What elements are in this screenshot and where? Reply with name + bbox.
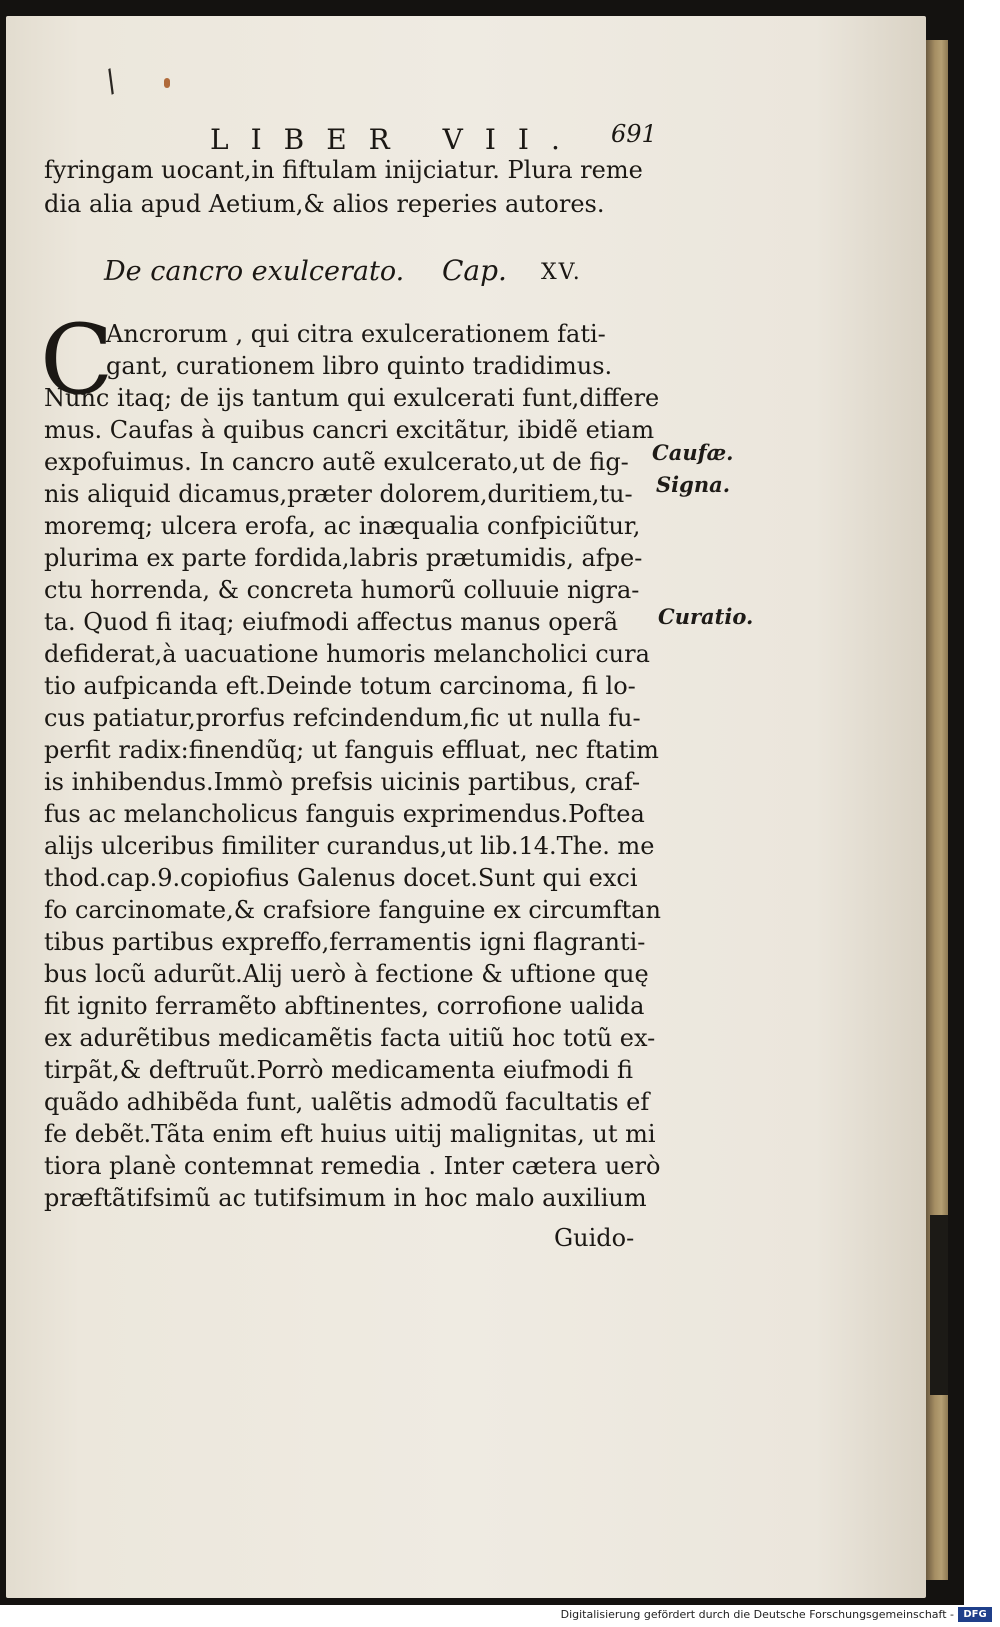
text-line: tiora planè contemnat remedia . Inter cætera uerò [44, 1152, 661, 1180]
dfg-logo: DFG [958, 1607, 992, 1622]
text-line: is inhibendus.Immò prefsis uicinis partibus, craf- [44, 768, 641, 796]
scanner-holder [930, 1215, 948, 1395]
text-line: perfit radix:finendũq; ut fanguis effluat, nec ftatim [44, 736, 659, 764]
text-line: alijs ulceribus fimiliter curandus,ut lib.14.The. me [44, 832, 655, 860]
text-line: tirpãt,& deftruũt.Porrò medicamenta eiufmodi fi [44, 1056, 633, 1084]
text-line: cus patiatur,prorfus refcindendum,fic ut nulla fu- [44, 704, 641, 732]
text-line: moremq; ulcera erofa, ac inæqualia confpiciũtur, [44, 512, 641, 540]
text-line: bus locũ adurũt.Alij uerò à fectione & uftione quę [44, 960, 649, 988]
chapter-number: XV. [541, 260, 582, 285]
digitization-credit: Digitalisierung gefördert durch die Deutsche Forschungsgemeinschaft - [560, 1608, 954, 1621]
text-line: ctu horrenda, & concreta humorũ colluuie nigra- [44, 576, 640, 604]
chapter-label: Cap. [442, 254, 507, 287]
marginal-note: Signa. [656, 472, 731, 497]
text-line: defiderat,à uacuatione humoris melancholici cura [44, 640, 650, 668]
text-line: thod.cap.9.copiofius Galenus docet.Sunt qui exci [44, 864, 638, 892]
text-line: præftãtifsimũ ac tutifsimum in hoc malo auxilium [44, 1184, 647, 1212]
text-line: gant, curationem libro quinto tradidimus. [106, 352, 613, 380]
text-line: tio aufpicanda eft.Deinde totum carcinoma, fi lo- [44, 672, 636, 700]
text-line: tibus partibus expreffo,ferramentis igni flagranti- [44, 928, 646, 956]
text-line: fe debẽt.Tãta enim eft huius uitij malignitas, ut mi [44, 1120, 656, 1148]
text-line: Nunc itaq; de ijs tantum qui exulcerati funt,differe [44, 384, 660, 412]
text-line: fyringam uocant,in fiftulam inijciatur. Plura reme [44, 156, 643, 184]
text-line: fus ac melancholicus fanguis exprimendus.Poftea [44, 800, 645, 828]
book-page [6, 16, 926, 1598]
drop-cap: C [40, 304, 114, 416]
text-line: fo carcinomate,& crafsiore fanguine ex circumftan [44, 896, 661, 924]
marginal-note: Caufæ. [652, 440, 734, 465]
pen-mark: / [99, 63, 124, 100]
catchword: Guido- [554, 1224, 635, 1252]
text-line: dia alia apud Aetium,& alios reperies autores. [44, 190, 605, 218]
ink-spot [164, 78, 170, 88]
text-line: fit ignito ferramẽto abftinentes, corrofione ualida [44, 992, 645, 1020]
text-line: mus. Caufas à quibus cancri excitãtur, ibidẽ etiam [44, 416, 655, 444]
text-line: plurima ex parte fordida,labris prætumidis, afpe- [44, 544, 643, 572]
text-line: ex adurẽtibus medicamẽtis facta uitiũ hoc totũ ex- [44, 1024, 656, 1052]
text-line: quãdo adhibẽda funt, ualẽtis admodũ facultatis ef [44, 1088, 650, 1116]
text-line: expofuimus. In cancro autẽ exulcerato,ut de fig- [44, 448, 629, 476]
page-number: 691 [611, 120, 657, 148]
chapter-title: De cancro exulcerato. [104, 256, 405, 287]
marginal-note: Curatio. [658, 604, 754, 629]
text-line: Ancrorum , qui citra exulcerationem fati- [106, 320, 606, 348]
running-head: LIBER VII. [210, 123, 582, 156]
text-line: nis aliquid dicamus,præter dolorem,duritiem,tu- [44, 480, 633, 508]
text-line: ta. Quod fi itaq; eiufmodi affectus manus operã [44, 608, 618, 636]
